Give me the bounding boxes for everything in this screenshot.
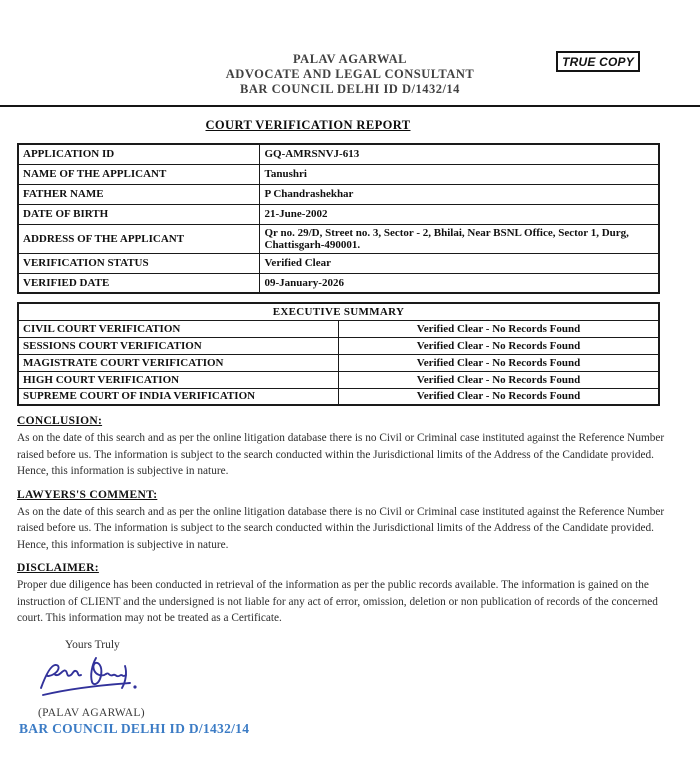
row-value: GQ-AMRSNVJ-613 [259,144,659,164]
table-row [18,388,659,405]
advocate-role: ADVOCATE AND LEGAL CONSULTANT [225,67,475,81]
section-body: As on the date of this search and as per the online litigation database there is no Civil or Criminal case instituted against the Reference Number raised before us. The information is subject to the search conducted within the Jurisdictional limits of the Address of the Candidate provided. Hence, this information is subjective in nature. [17,432,665,477]
salutation: Yours Truly [65,638,120,651]
table-row [18,164,659,184]
section-heading: DISCLAIMER: [17,562,99,574]
true-copy-stamp [556,51,640,72]
row-value: Verified Clear [259,253,659,273]
table-row [18,273,659,293]
row-value: Verified Clear - No Records Found [339,388,660,405]
executive-summary-table [17,302,660,406]
row-label: ADDRESS OF THE APPLICANT [18,224,259,253]
table-row [18,204,659,224]
summary-header-row [18,303,659,320]
row-label: HIGH COURT VERIFICATION [18,371,339,388]
section-lawyers-comment [17,489,673,554]
row-value: 09-January-2026 [259,273,659,293]
row-label: SUPREME COURT OF INDIA VERIFICATION [18,388,339,405]
signatory-name: (PALAV AGARWAL) [38,706,145,719]
footer-bar-council: BAR COUNCIL DELHI ID D/1432/14 [19,720,250,736]
table-row [18,337,659,354]
header-divider [0,105,700,107]
row-label: MAGISTRATE COURT VERIFICATION [18,354,339,371]
section-body: As on the date of this search and as per the online litigation database there is no Civil or Criminal case instituted against the Reference Number raised before us. The information is subject to the search conducted within the Jurisdictional limits of the Address of the Candidate provided. Hence, this information is subjective in nature. [17,505,665,551]
true-copy-label: TRUE COPY [562,54,634,69]
section-conclusion [17,415,673,480]
signature-image [36,655,148,705]
table-row [18,224,659,253]
table-row [18,253,659,273]
row-value: Tanushri [259,164,659,184]
table-row [18,371,659,388]
row-value: 21-June-2002 [259,204,659,224]
row-value: Qr no. 29/D, Street no. 3, Sector - 2, Bhilai, Near BSNL Office, Sector 1, Durg, Chattisgarh-490001. [259,224,659,253]
section-disclaimer [17,562,673,627]
row-label: APPLICATION ID [18,144,259,164]
row-value: Verified Clear - No Records Found [339,320,660,337]
summary-title: EXECUTIVE SUMMARY [18,303,659,320]
advocate-bar-council: BAR COUNCIL DELHI ID D/1432/14 [240,82,460,96]
row-value: Verified Clear - No Records Found [339,371,660,388]
table-row [18,184,659,204]
row-value: Verified Clear - No Records Found [339,354,660,371]
row-label: DATE OF BIRTH [18,204,259,224]
section-heading: CONCLUSION: [17,415,103,427]
table-row [18,144,659,164]
applicant-table [17,143,660,294]
row-label: VERIFICATION STATUS [18,253,259,273]
row-label: VERIFIED DATE [18,273,259,293]
letterhead [0,0,700,97]
page-title: COURT VERIFICATION REPORT [205,118,411,132]
row-label: NAME OF THE APPLICANT [18,164,259,184]
report-title-wrap [0,116,616,134]
table-row [18,354,659,371]
section-heading: LAWYERS'S COMMENT: [17,488,158,501]
row-value: Verified Clear - No Records Found [339,337,660,354]
row-value: P Chandrashekhar [259,184,659,204]
section-body: Proper due diligence has been conducted in retrieval of the information as per the public records available. The information is gained on the instruction of CLIENT and the undersigned is not liable for any act of error, omission, deletion or non publication of records of the concerned court. This information may not be treated as a Certificate. [17,579,658,624]
row-label: FATHER NAME [18,184,259,204]
advocate-name: PALAV AGARWAL [292,52,408,66]
row-label: CIVIL COURT VERIFICATION [18,320,339,337]
row-label: SESSIONS COURT VERIFICATION [18,337,339,354]
table-row [18,320,659,337]
